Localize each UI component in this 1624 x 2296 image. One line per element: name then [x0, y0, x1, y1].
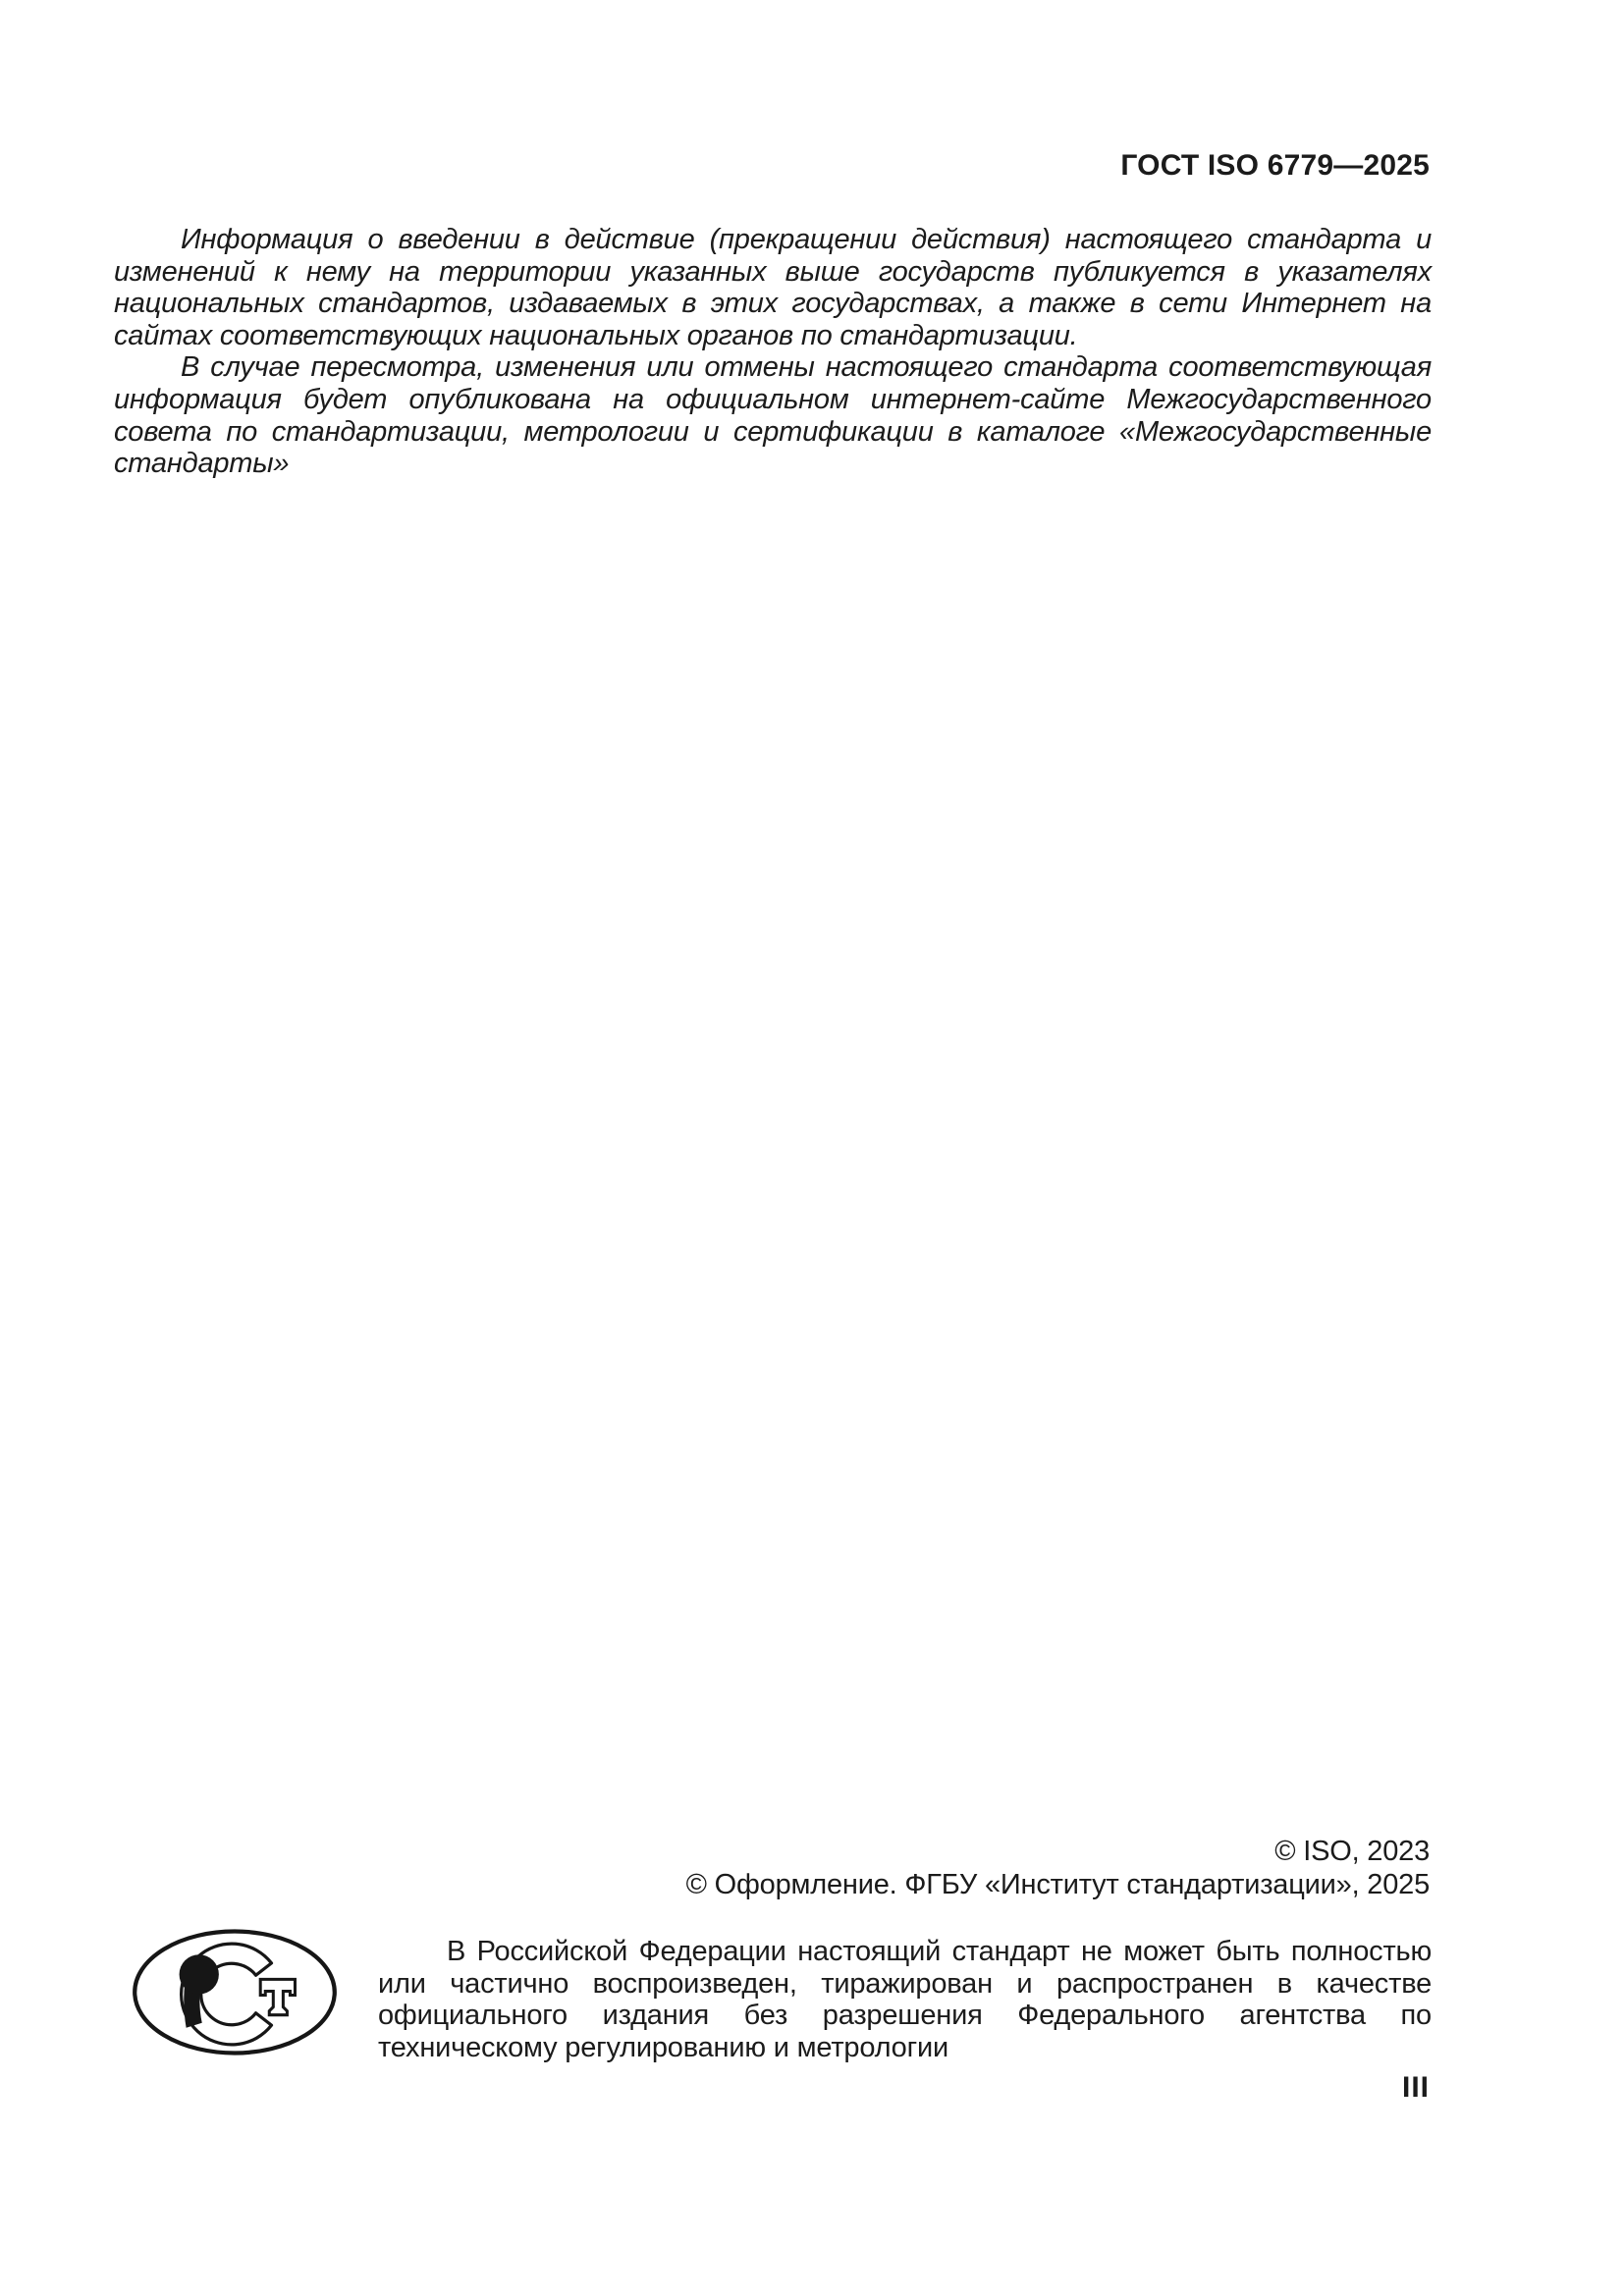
- rst-certification-mark-icon: [131, 1928, 339, 2056]
- intro-paragraph-publication: Информация о введении в действие (прекращении действия) настоящего стандарта и изменений к нему на территории указанных выше государств публикуется в указателях национальных стандартов, издаваемых в этих государствах, а также в сети Интернет на сайтах соответствующих национальных органов по стандартизации.: [114, 224, 1432, 351]
- copyright-block: [114, 1835, 1430, 1902]
- copyright-iso-line: © ISO, 2023: [1274, 1836, 1430, 1867]
- page-number: III: [1401, 2071, 1430, 2104]
- intro-paragraphs: [114, 224, 1432, 480]
- intro-paragraph-revision: В случае пересмотра, изменения или отмены настоящего стандарта соответствующая информация будет опубликована на официальном интернет-сайте Межгосударственного совета по стандартизации, метрологии и сертификации в каталоге «Межгосударственные стандарты»: [114, 351, 1432, 480]
- legal-notice-text: В Российской Федерации настоящий стандарт не может быть полностью или частично воспроизведен, тиражирован и распространен в качестве официального издания без разрешения Федерального агентства по техническому регулированию и метрологии: [378, 1936, 1432, 2063]
- copyright-design-line: © Оформление. ФГБУ «Институт стандартизации», 2025: [685, 1869, 1430, 1901]
- standard-designation: ГОСТ ISO 6779—2025: [1120, 149, 1430, 182]
